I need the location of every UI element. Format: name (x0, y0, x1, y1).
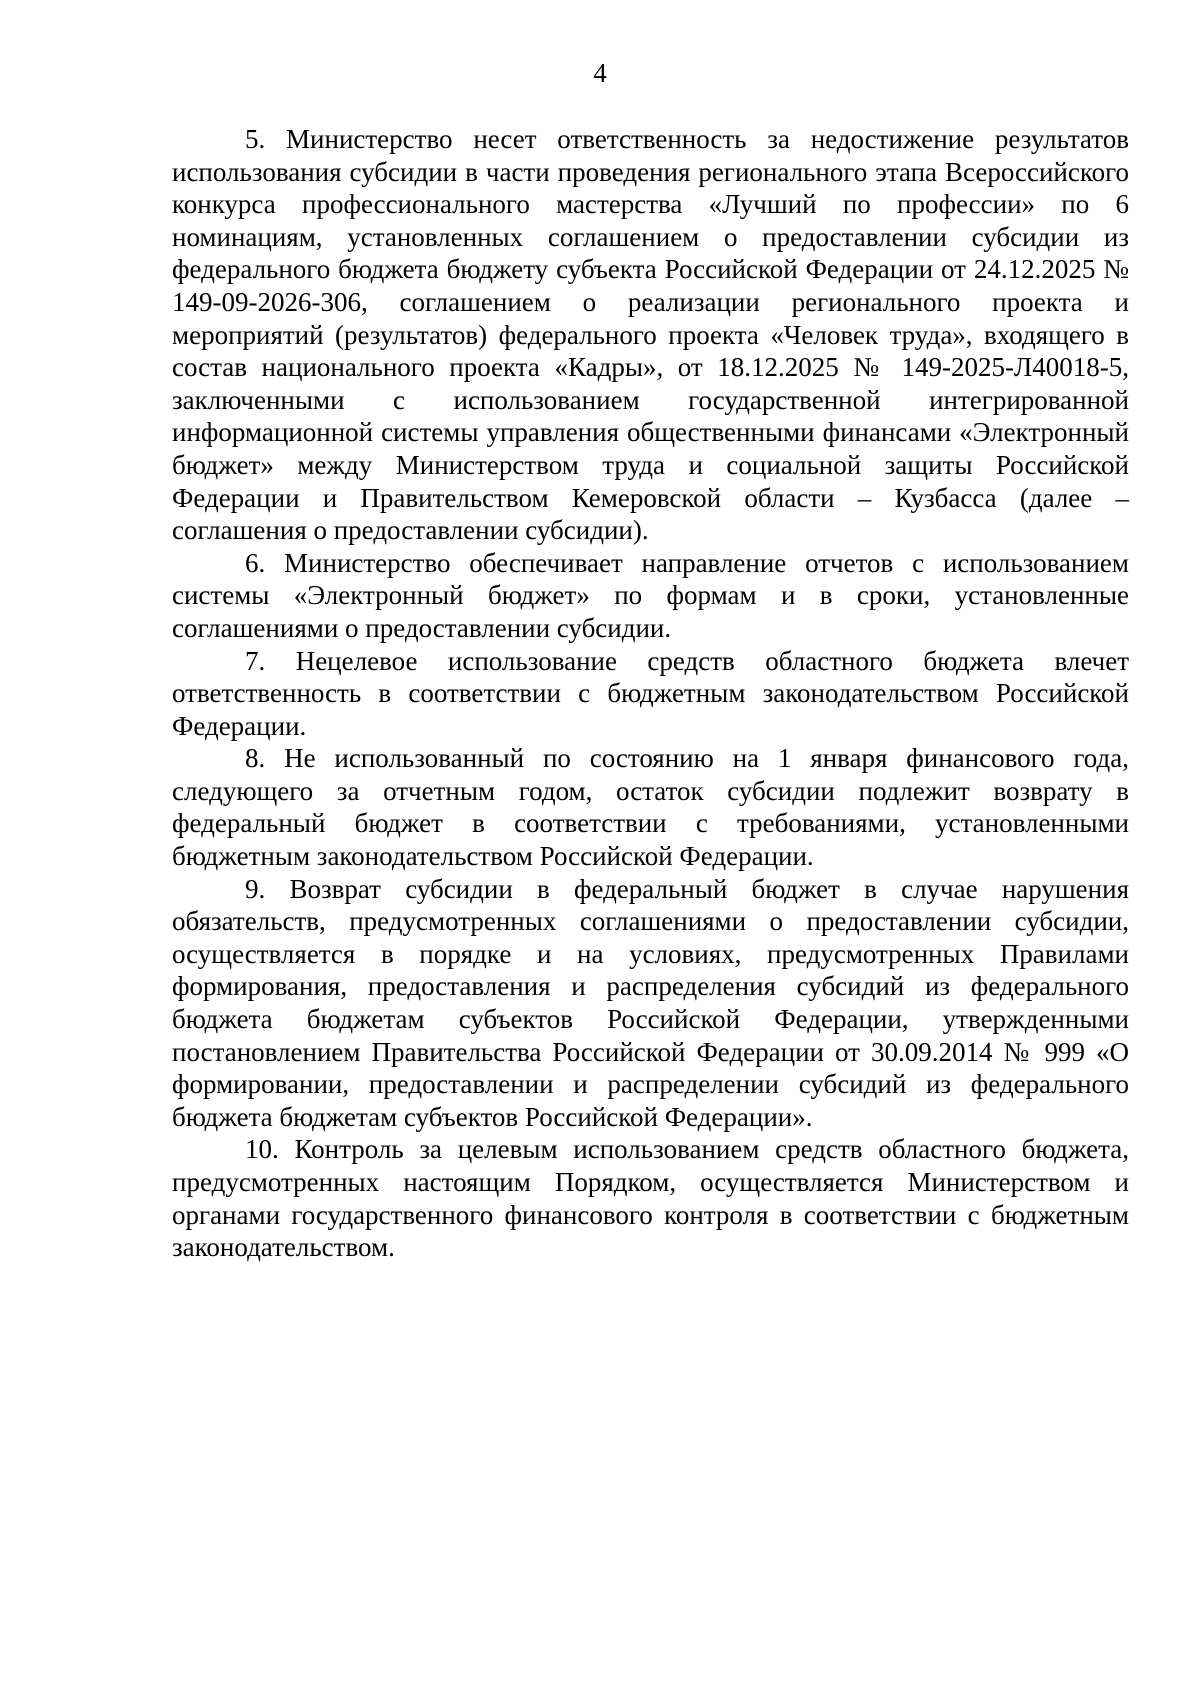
paragraph-8: 8. Не использованный по состоянию на 1 января финансового года, следующего за отчетным годом, остаток субсидии подлежит возврату в федеральный бюджет в соответствии с требованиями, установленными бюджетным законодательством Российской Федерации. (172, 743, 1129, 872)
paragraph-9: 9. Возврат субсидии в федеральный бюджет в случае нарушения обязательств, предусмотренных соглашениями о предоставлении субсидии, осуществляется в порядке и на условиях, предусмотренных Правилами формирования, предоставления и распределения субсидий из федерального бюджета бюджетам субъектов Российской Федерации, утвержденными постановлением Правительства Российской Федерации от 30.09.2014 № 999 «О формировании, предоставлении и распределении субсидий из федерального бюджета бюджетам субъектов Российской Федерации». (172, 873, 1129, 1132)
paragraph-10: 10. Контроль за целевым использованием средств областного бюджета, предусмотренных настоящим Порядком, осуществляется Министерством и органами государственного финансового контроля в соответствии с бюджетным законодательством. (172, 1134, 1129, 1263)
paragraph-6: 6. Министерство обеспечивает направление отчетов с использованием системы «Электронный бюджет» по формам и в сроки, установленные соглашениями о предоставлении субсидии. (172, 547, 1129, 643)
paragraph-7: 7. Нецелевое использование средств областного бюджета влечет ответственность в соответствии с бюджетным законодательством Российской Федерации. (172, 645, 1129, 741)
page-number: 4 (593, 58, 607, 88)
document-body (172, 123, 1129, 1264)
paragraph-5: 5. Министерство несет ответственность за недостижение результатов использования субсидии в части проведения регионального этапа Всероссийского конкурса профессионального мастерства «Лучший по профессии» по 6 номинациям, установленных соглашением о предоставлении субсидии из федерального бюджета бюджету субъекта Российской Федерации от 24.12.2025 № 149-09-2026-306, соглашением о реализации регионального проекта и мероприятий (результатов) федерального проекта «Человек труда», входящего в состав национального проекта «Кадры», от 18.12.2025 № 149-2025-Л40018-5, заключенными с использованием государственной интегрированной информационной системы управления общественными финансами «Электронный бюджет» между Министерством труда и социальной защиты Российской Федерации и Правительством Кемеровской области – Кузбасса (далее – соглашения о предоставлении субсидии). (172, 124, 1129, 546)
